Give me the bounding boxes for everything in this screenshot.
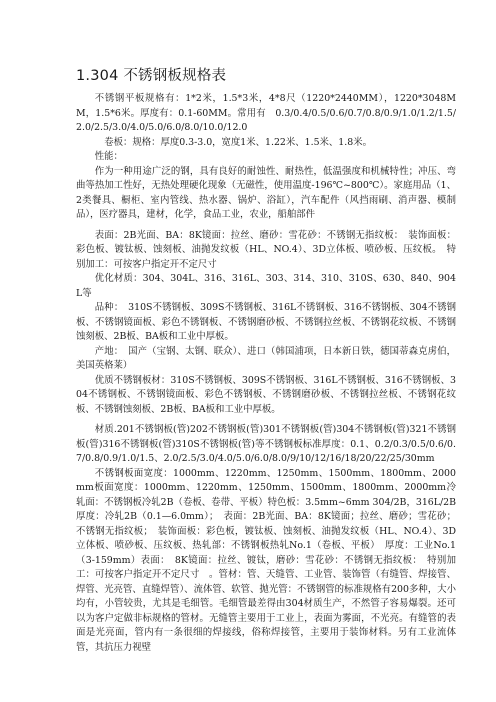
paragraph-sheet-specs: 不锈钢平板规格有：1*2米，1.5*3米，4*8尺（1220*2440MM），1220*3048MM，1.5*6米。厚度有：0.1-60MM。常用有 0.3/0.4/0.5/0.6/0.7/0.8/0.9/1.0/1.2/1.5/2.0/2.5/3.0/4.0/5.0/6.0/8.0/10.0/12.0 [76, 93, 456, 133]
paragraph-origin: 产地： 国产（宝钢、太钢、联众）、进口（韩国浦项，日本新日铁，德国蒂森克虏伯，美国英格莱） [76, 345, 456, 371]
paragraph-properties-heading: 性能： [94, 151, 123, 162]
paragraph-properties: 作为一种用途广泛的钢，具有良好的耐蚀性、耐热性，低温强度和机械特性；冲压、弯曲等热加工性好，无热处理硬化现象（无磁性，使用温度-196℃~800℃）。家庭用品（1、2类餐具、橱柜、室内管线、热水器、锅炉、浴缸），汽车配件（风挡雨刷、消声器、模制品），医疗器具，建材，化学，食品工业，农业，船舶部件 [76, 165, 456, 220]
document-title: 1.304 不锈钢板规格表 [76, 68, 227, 84]
paragraph-varieties: 品种： 310S不锈钢板、309S不锈钢板、316L不锈钢板、316不锈钢板、304不锈钢板、不锈钢镜面板、彩色不锈钢板、不锈钢磨砂板、不锈钢拉丝板、不锈钢花纹板、不锈钢蚀刻板、2B板、BA板和工业中厚板。 [76, 302, 456, 342]
paragraph-quality-plates: 优质不锈钢板材：310S不锈钢板、309S不锈钢板、316L不锈钢板、316不锈钢板、304不锈钢板、不锈钢镜面板、彩色不锈钢板、不锈钢磨砂板、不锈钢拉丝板、不锈钢花纹板、不锈钢蚀刻板、2B板、BA板和工业中厚板。 [76, 374, 456, 415]
paragraph-width-and-pipes: 不锈钢板面宽度：1000mm、1220mm、1250mm、1500mm、1800mm、2000mm板面宽度：1000mm、1220mm、1250mm、1500mm、1800mm、2000mm冷轧面：不锈钢板冷轧2B（卷板、卷带、平板）特色板：3.5mm~6mm 304/2B，316L/2B厚度：冷轧2B（0.1—6.0mm）； 表面：2B光面、BA：8K镜面；拉丝、磨砂；雪花砂；不锈钢无指纹板； 装饰面板：彩色板，镀钛板、蚀刻板、油抛发纹板（HL、NO.4）、3D立体板、喷砂板、压纹板、热轧部：不锈钢板热轧No.1（卷板、平板） 厚度：工业No.1（3-159mm）表面： 8K镜面：拉丝、镀钛，磨砂：雪花砂：不锈钢无指纹板： 特别加工：可按客户指定开不定尺寸 。管材：管、天缝管、工业管、装饰管（有缝管、焊接管、焊管、光亮管、直缝焊管）、流体管、软管、抛光管：不锈钢管的标准规格有200多种，大小均有，小管较贵，尤其是毛细管。毛细管最差得由304材质生产，不然管子容易爆裂。还可以为客户定做非标规格的管材。无缝管主要用于工业上，表面为雾面，不光亮。有缝管的表面是光亮面，管内有一条很细的焊接线，俗称焊接管，主要用于装饰材料。另有工业流体管，其抗压力视壁 [76, 467, 456, 653]
paragraph-material-thickness: 材质.201不锈钢板(管)202不锈钢板(管)301不锈钢板(管)304不锈钢板(管)321不锈钢板(管)316不锈钢板(管)310S不锈钢板(管)等不锈钢板标准厚度：0.1、0.2/0.3/0.5/0.6/0.7/0.8/0.9/1.0/1.5、2.0/2.5/3.0/4.0/5.0/6.0/8.0/9/10/12/16/18/20/22/25/30mm [76, 424, 456, 464]
paragraph-coil-specs: 卷板：规格：厚度0.3-3.0，宽度1米、1.22米、1.5米、1.8米。 [104, 136, 372, 148]
paragraph-surface: 表面：2B光面、BA：8K镜面：拉丝、磨砂：雪花砂：不锈钢无指纹板： 装饰面板：彩色板、镀钛板、蚀刻板、油抛发纹板（HL、NO.4）、3D立体板、喷砂板、压纹板。 特别加工：可按客户指定开不定尺寸 [76, 229, 456, 270]
paragraph-materials: 优化材质：304、304L、316、316L、303、314、310、310S、630、840、904L等 [76, 273, 456, 299]
